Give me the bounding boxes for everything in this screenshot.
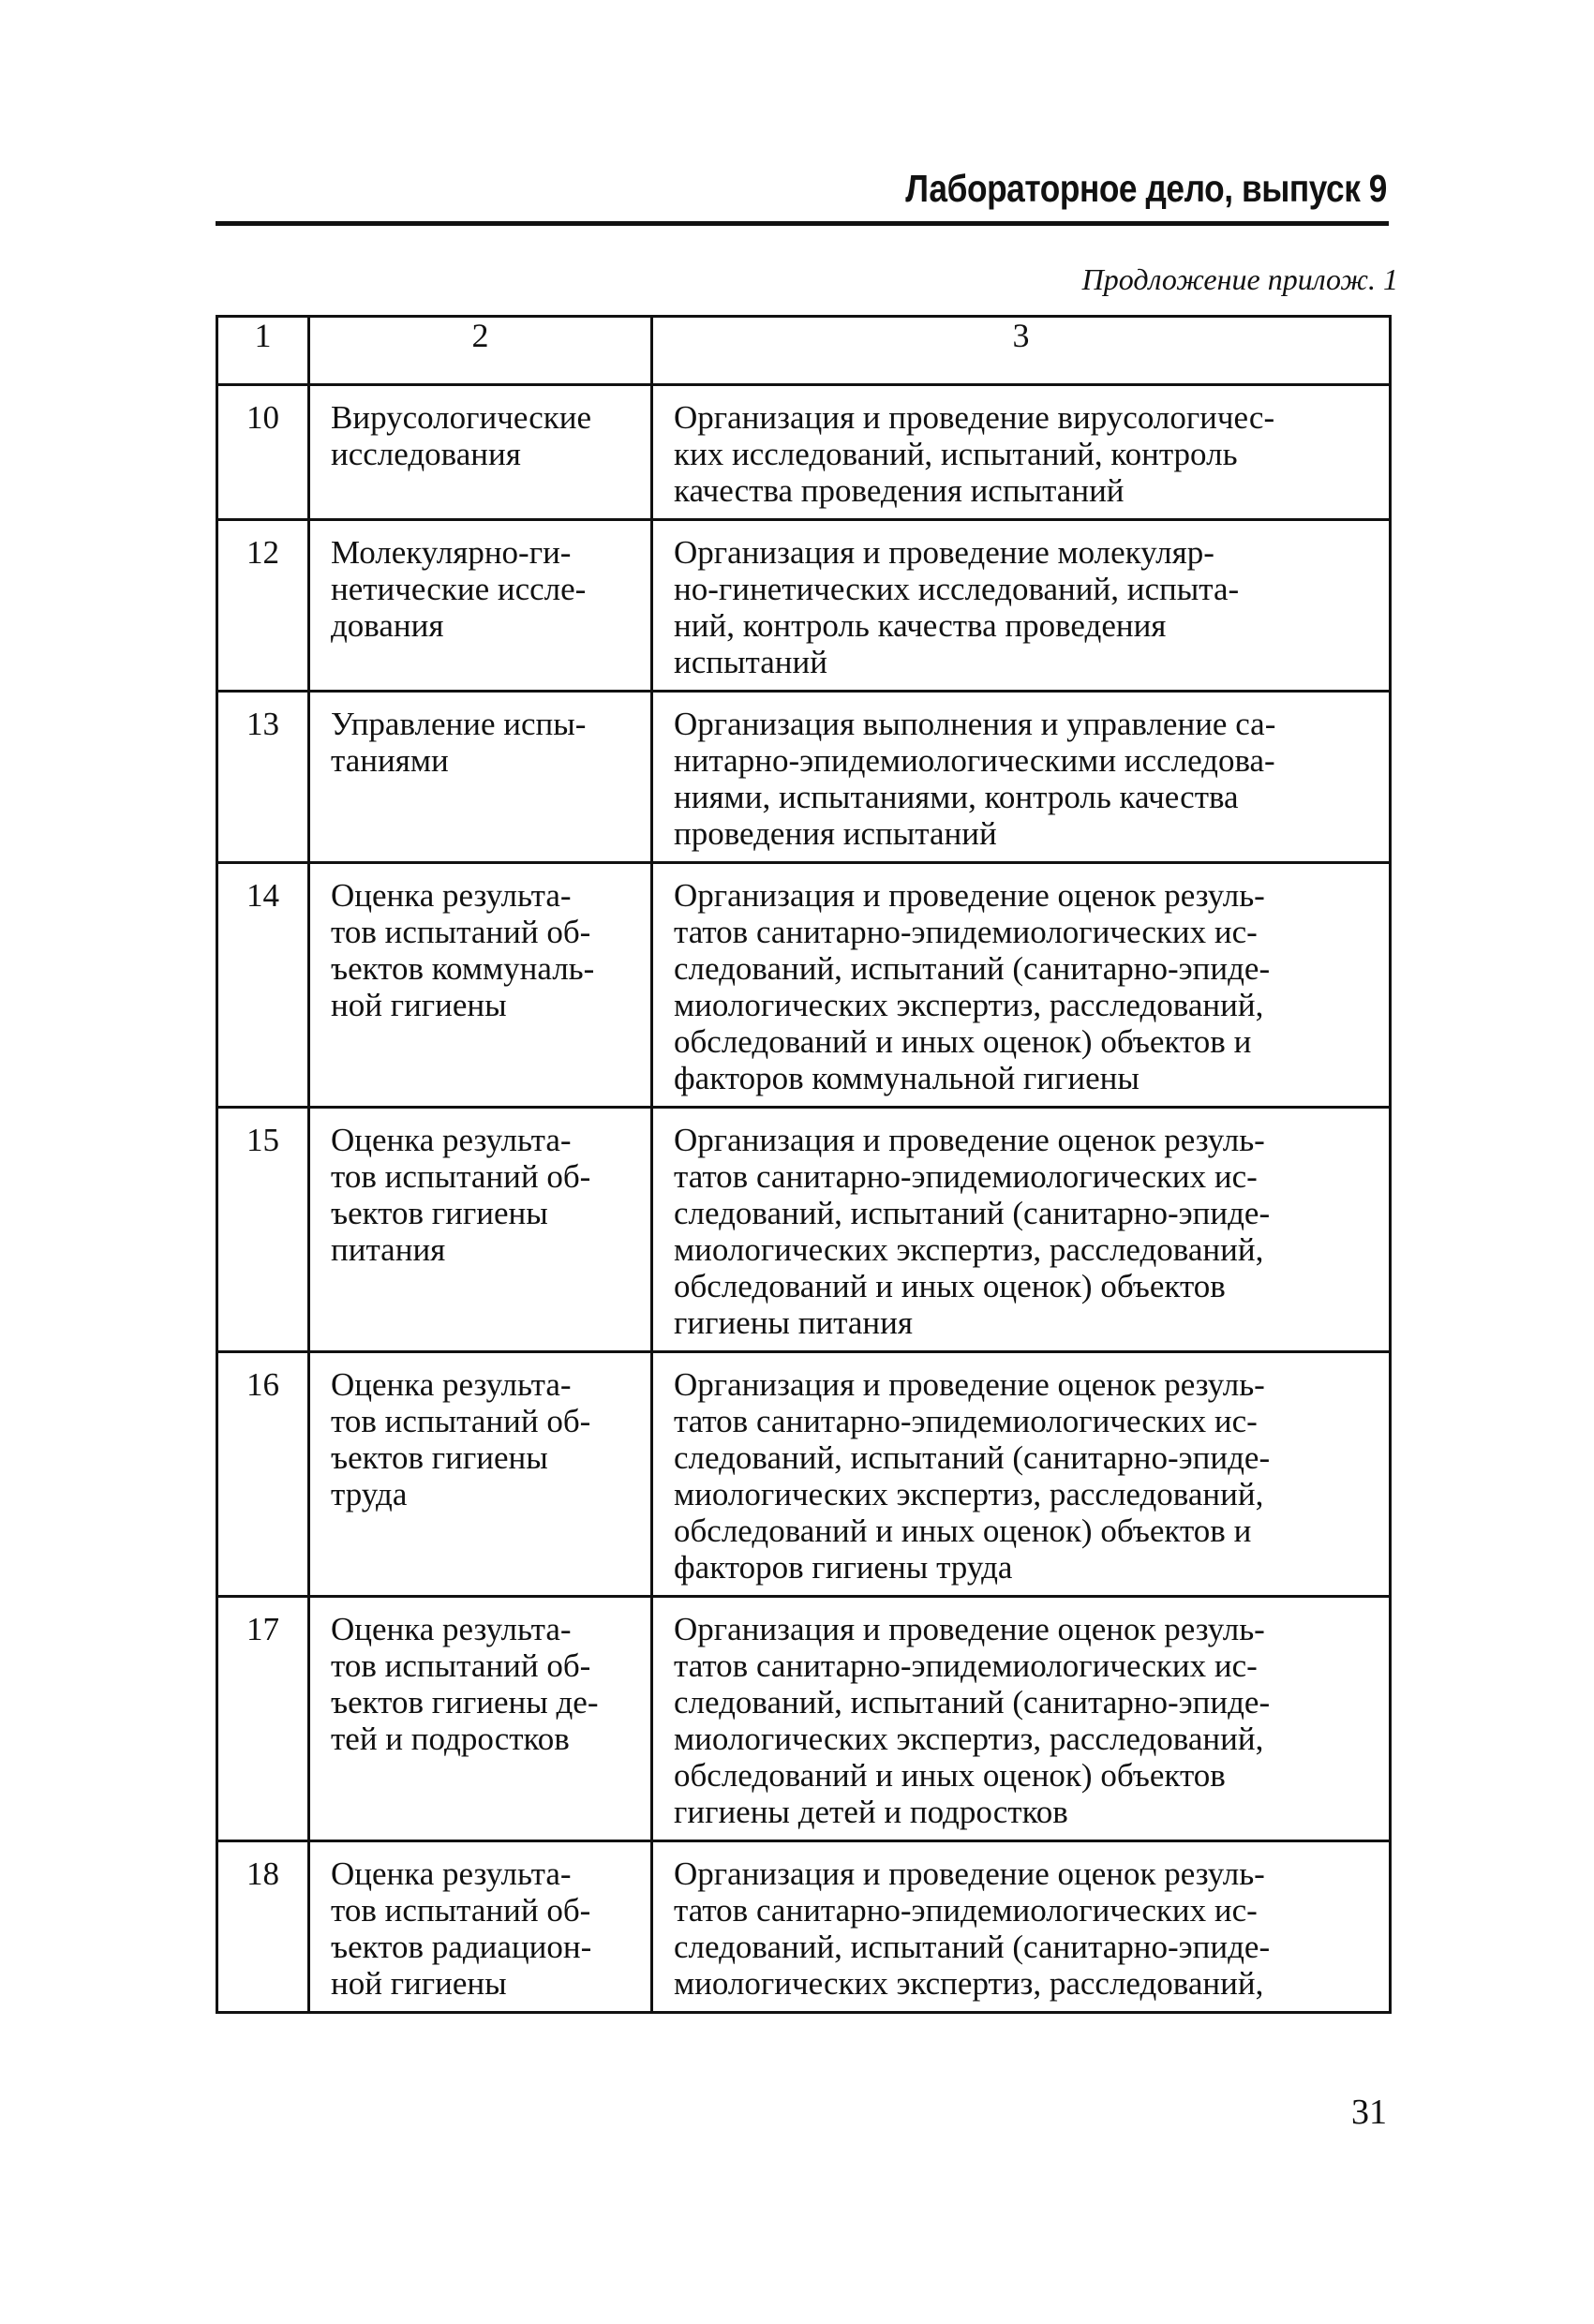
activity-description-line: Организация и проведение оценок резуль-: [674, 1611, 1265, 1647]
table-row: [217, 385, 1391, 520]
activity-name-line: труда: [331, 1476, 408, 1512]
activity-name-line: Оценка результа-: [331, 1855, 572, 1892]
activity-description-line: обследований и иных оценок) объектов: [674, 1757, 1226, 1794]
activity-description-line: факторов коммунальной гигиены: [674, 1060, 1140, 1096]
activity-description-line: татов санитарно-эпидемиологических ис-: [674, 914, 1258, 950]
activity-name-line: таниями: [331, 742, 449, 779]
activity-name-line: ъектов радиацион-: [331, 1929, 592, 1965]
activity-description: [652, 385, 1391, 520]
activity-description-line: испытаний: [674, 644, 827, 680]
appendix-table: [216, 315, 1389, 2014]
row-number: 18: [217, 1841, 309, 2013]
header-rule: [216, 221, 1389, 226]
main-table: [216, 315, 1392, 2014]
activity-name-line: ъектов гигиены: [331, 1195, 548, 1231]
activity-description-line: ниями, испытаниями, контроль качества: [674, 779, 1239, 815]
activity-description-line: ких исследований, испытаний, контроль: [674, 436, 1238, 472]
activity-name-line: Оценка результа-: [331, 877, 572, 914]
activity-description-line: следований, испытаний (санитарно-эпиде-: [674, 1195, 1271, 1231]
activity-name: [309, 520, 652, 692]
activity-description-line: татов санитарно-эпидемиологических ис-: [674, 1158, 1258, 1195]
column-number-row: [217, 317, 1391, 385]
row-number: 16: [217, 1352, 309, 1597]
activity-name-line: Оценка результа-: [331, 1366, 572, 1403]
activity-description-line: следований, испытаний (санитарно-эпиде-: [674, 950, 1271, 987]
row-number: 10: [217, 385, 309, 520]
activity-description-line: миологических экспертиз, расследований,: [674, 1476, 1264, 1512]
activity-description-line: Организация выполнения и управление са-: [674, 706, 1276, 742]
row-number: 12: [217, 520, 309, 692]
activity-description-line: следований, испытаний (санитарно-эпиде-: [674, 1439, 1271, 1476]
activity-description-line: миологических экспертиз, расследований,: [674, 1965, 1264, 2002]
activity-description-line: но-гинетических исследований, испыта-: [674, 571, 1240, 607]
activity-description-line: татов санитарно-эпидемиологических ис-: [674, 1403, 1258, 1439]
activity-name-line: ной гигиены: [331, 987, 507, 1023]
activity-name-line: тов испытаний об-: [331, 914, 591, 950]
activity-description-line: обследований и иных оценок) объектов: [674, 1268, 1226, 1304]
row-number: 15: [217, 1108, 309, 1352]
continuation-note: Продложение прилож. 1: [1081, 262, 1398, 296]
table-row: [217, 692, 1391, 863]
activity-name-line: Молекулярно-ги-: [331, 534, 572, 571]
row-number: 17: [217, 1597, 309, 1841]
activity-name: [309, 385, 652, 520]
table-row: [217, 863, 1391, 1108]
activity-description-line: обследований и иных оценок) объектов и: [674, 1023, 1252, 1060]
row-number: 13: [217, 692, 309, 863]
activity-description-line: ний, контроль качества проведения: [674, 607, 1167, 644]
table-row: [217, 1841, 1391, 2013]
activity-description-line: следований, испытаний (санитарно-эпиде-: [674, 1684, 1271, 1721]
activity-description-line: миологических экспертиз, расследований,: [674, 1721, 1264, 1757]
activity-name-line: нетические иссле-: [331, 571, 587, 607]
activity-name: [309, 1108, 652, 1352]
activity-description-line: факторов гигиены труда: [674, 1549, 1013, 1586]
activity-description-line: Организация и проведение оценок резуль-: [674, 1122, 1265, 1158]
table-row: [217, 520, 1391, 692]
activity-name-line: ъектов коммуналь-: [331, 950, 595, 987]
column-header-2: 2: [309, 317, 652, 385]
activity-name-line: Вирусологические: [331, 399, 592, 436]
activity-name-line: Управление испы-: [331, 706, 587, 742]
column-header-1: 1: [217, 317, 309, 385]
activity-description-line: Организация и проведение вирусологичес-: [674, 399, 1275, 436]
table-row: [217, 1108, 1391, 1352]
activity-name-line: ъектов гигиены: [331, 1439, 548, 1476]
table-row: [217, 1597, 1391, 1841]
activity-name-line: тов испытаний об-: [331, 1892, 591, 1929]
activity-description-line: качества проведения испытаний: [674, 472, 1125, 509]
activity-description-line: миологических экспертиз, расследований,: [674, 1231, 1264, 1268]
activity-description-line: миологических экспертиз, расследований,: [674, 987, 1264, 1023]
activity-description: [652, 1841, 1391, 2013]
activity-description-line: татов санитарно-эпидемиологических ис-: [674, 1892, 1258, 1929]
activity-description-line: обследований и иных оценок) объектов и: [674, 1512, 1252, 1549]
activity-name: [309, 1352, 652, 1597]
activity-name-line: тов испытаний об-: [331, 1403, 591, 1439]
activity-name-line: ъектов гигиены де-: [331, 1684, 599, 1721]
activity-description-line: гигиены детей и подростков: [674, 1794, 1068, 1830]
activity-name-line: тов испытаний об-: [331, 1158, 591, 1195]
activity-description-line: следований, испытаний (санитарно-эпиде-: [674, 1929, 1271, 1965]
activity-name-line: Оценка результа-: [331, 1611, 572, 1647]
activity-description-line: гигиены питания: [674, 1304, 913, 1341]
activity-name-line: ной гигиены: [331, 1965, 507, 2002]
activity-name-line: тей и подростков: [331, 1721, 570, 1757]
running-title: Лабораторное дело, выпуск 9: [905, 167, 1387, 210]
activity-description: [652, 1597, 1391, 1841]
activity-description: [652, 863, 1391, 1108]
activity-name-line: тов испытаний об-: [331, 1647, 591, 1684]
activity-description-line: Организация и проведение оценок резуль-: [674, 1366, 1265, 1403]
row-number: 14: [217, 863, 309, 1108]
activity-description: [652, 520, 1391, 692]
activity-name: [309, 1597, 652, 1841]
activity-description: [652, 1108, 1391, 1352]
page-number: 31: [1351, 2093, 1387, 2132]
activity-name-line: дования: [331, 607, 444, 644]
activity-description: [652, 692, 1391, 863]
activity-description-line: нитарно-эпидемиологическими исследова-: [674, 742, 1275, 779]
activity-name: [309, 863, 652, 1108]
column-header-3: 3: [652, 317, 1391, 385]
activity-name-line: исследования: [331, 436, 521, 472]
activity-description-line: Организация и проведение оценок резуль-: [674, 1855, 1265, 1892]
activity-description-line: татов санитарно-эпидемиологических ис-: [674, 1647, 1258, 1684]
table-row: [217, 1352, 1391, 1597]
activity-name-line: питания: [331, 1231, 446, 1268]
activity-name: [309, 1841, 652, 2013]
activity-name-line: Оценка результа-: [331, 1122, 572, 1158]
activity-description-line: Организация и проведение оценок резуль-: [674, 877, 1265, 914]
activity-description-line: Организация и проведение молекуляр-: [674, 534, 1214, 571]
activity-description: [652, 1352, 1391, 1597]
activity-description-line: проведения испытаний: [674, 815, 997, 852]
activity-name: [309, 692, 652, 863]
